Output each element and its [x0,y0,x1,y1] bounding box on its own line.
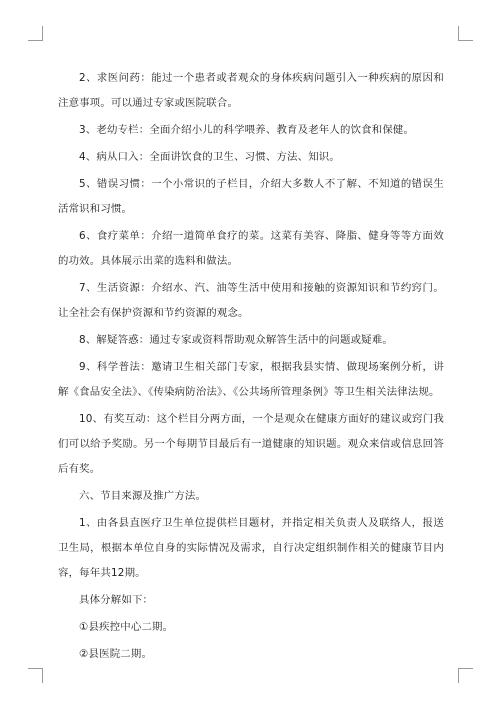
paragraph-sources-1: 1、由各县直医疗卫生单位提供栏目题材，并指定相关负责人及联络人，报送卫生局，根据本单位自身的实际情况及需求，自行决定组织制作相关的健康节目内容，每年共12期。 [58,517,444,579]
paragraph-item-9-law: 9、科学普法：邀请卫生相关部门专家，根据我县实情、做现场案例分析，讲解《食品安全法》、《传染病防治法》、《公共场所管理条例》等卫生相关法律法规。 [58,361,444,398]
paragraph-item-5-wrong-habits: 5、错误习惯：一个小常识的子栏目，介绍大多数人不了解、不知道的错误生活常识和习惯。 [58,178,444,215]
section-heading-sources: 六、节目来源及推广方法。 [79,490,207,502]
document-body [58,66,444,669]
crop-mark-bottom-right [458,668,473,683]
paragraph-item-7-resources: 7、生活资源：介绍水、汽、油等生活中使用和接触的资源知识和节约窍门。让全社会有保护资源和节约资源的观念。 [58,282,444,319]
list-item-hospital: ②县医院二期。 [79,648,153,660]
crop-mark-bottom-left [28,668,43,683]
paragraph-item-4-diet: 4、病从口入：全面讲饮食的卫生、习惯、方法、知识。 [79,151,340,163]
list-item-cdc: ①县疾控中心二期。 [79,621,174,633]
crop-mark-top-right [458,26,473,41]
paragraph-item-2-consultation: 2、求医问药：能过一个患者或者观众的身体疾病问题引入一种疾病的原因和注意事项。可以通过专家或医院联合。 [58,72,444,109]
crop-mark-top-left [28,26,43,41]
paragraph-item-6-diet-menu: 6、食疗菜单：介绍一道简单食疗的菜。这菜有美容、降脂、健身等等方面效的功效。具体展示出菜的选料和做法。 [58,230,444,267]
paragraph-breakdown-intro: 具体分解如下： [79,594,154,606]
paragraph-item-8-qa: 8、解疑答惑：通过专家或资料帮助观众解答生活中的问题或疑难。 [79,334,393,346]
paragraph-item-3-elderly-children: 3、老幼专栏：全面介绍小儿的科学喂养、教育及老年人的饮食和保健。 [79,124,415,136]
paragraph-item-10-interaction: 10、有奖互动：这个栏目分两方面，一个是观众在健康方面好的建议或窍门我们可以给予奖励。另一个每期节目最后有一道健康的知识题。观众来信或信息回答后有奖。 [58,413,444,475]
